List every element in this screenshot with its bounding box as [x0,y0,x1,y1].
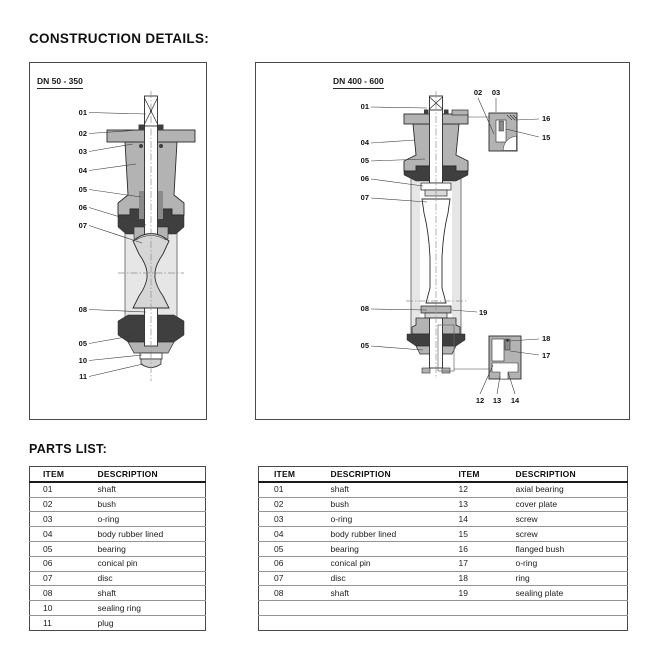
table-header [259,467,628,482]
callout-label: 01 [78,107,87,117]
callout-label: 18 [542,333,551,343]
column-header: DESCRIPTION [330,468,391,479]
description-cell: plug [97,617,114,628]
callout-label: 05 [360,155,369,165]
item-cell: 03 [274,514,284,525]
table-row [30,527,206,542]
callout-label: 10 [78,355,87,365]
column-header: DESCRIPTION [97,468,158,479]
item-cell: 08 [274,588,284,599]
description-cell: shaft [330,588,349,599]
item-cell [459,615,516,630]
table-row [259,527,628,542]
callout-label: 03 [491,87,501,97]
description-cell: o-ring [330,514,353,525]
callout-label: 14 [510,395,520,405]
item-cell: 04 [274,528,284,539]
item-cell: 15 [458,528,468,539]
header-row [30,467,206,482]
table-row [30,601,206,616]
table-row [30,586,206,601]
description-cell: body rubber lined [97,528,164,539]
description-cell [516,601,628,616]
callout-label: 07 [360,192,369,202]
item-cell: 13 [458,499,468,510]
table-row [259,615,628,630]
item-cell: 07 [274,573,284,584]
callout-label: 08 [360,303,369,313]
callout-label: 04 [78,165,87,175]
column-header: ITEM [458,468,480,479]
callout-label: 07 [78,220,87,230]
valve-body [404,91,489,379]
description-cell: screw [515,528,538,539]
item-cell: 06 [274,558,284,569]
range-label-dn400-600: DN 400 - 600 [333,76,384,89]
valve-cross-section-dn400-600 [256,63,629,419]
item-cell: 05 [274,543,284,554]
description-cell: ring [515,573,530,584]
item-cell: 04 [43,528,53,539]
item-cell: 07 [43,573,53,584]
description-cell: sealing ring [97,602,141,613]
table-row [259,601,628,616]
item-cell: 14 [458,514,468,525]
callout-label: 05 [78,184,87,194]
item-cell: 05 [43,543,53,554]
description-cell: conical pin [97,558,138,569]
bottom-inset-detail [489,336,521,379]
description-cell: flanged bush [515,543,565,554]
description-cell: o-ring [515,558,538,569]
column-header: ITEM [43,468,65,479]
table-row [30,615,206,630]
callout-label: 13 [492,395,502,405]
table-row [259,586,628,601]
item-cell: 11 [43,617,52,628]
callout-label: 03 [78,146,87,156]
parts-list-table-right [258,466,628,631]
description-cell [331,615,459,630]
item-cell: 03 [43,514,53,525]
item-cell: 10 [43,602,53,613]
callout-label: 05 [78,338,87,348]
table-header [30,467,206,482]
description-cell: body rubber lined [330,528,397,539]
item-cell: 12 [458,484,468,495]
parts-list-table-left [29,466,206,631]
description-cell: shaft [330,484,349,495]
item-cell: 18 [458,573,468,584]
table-row [30,571,206,586]
item-cell: 02 [43,499,53,510]
item-cell [459,601,516,616]
item-cell: 01 [274,484,284,495]
description-cell: shaft [97,484,116,495]
table-body [259,482,628,630]
column-header: DESCRIPTION [515,468,576,479]
description-cell [331,601,459,616]
table-row [30,497,206,512]
item-cell: 02 [274,499,284,510]
callout-label: 01 [360,101,369,111]
description-cell: sealing plate [515,588,564,599]
table-row [259,541,628,556]
callout-label: 06 [360,173,369,183]
description-cell: screw [515,514,538,525]
description-cell: axial bearing [515,484,564,495]
callout-label: 15 [542,132,551,142]
callout-label: 05 [360,340,369,350]
callout-label: 02 [473,87,483,97]
item-cell: 16 [458,543,468,554]
description-cell: disc [330,573,346,584]
callout-label: 06 [78,202,87,212]
diagram-panel-dn400-600 [255,62,630,420]
table-body [30,482,206,630]
callout-label: 04 [360,137,369,147]
column-header: ITEM [274,468,296,479]
description-cell: disc [97,573,113,584]
item-cell: 01 [43,484,53,495]
callout-label: 11 [79,371,87,381]
range-label-dn50-350: DN 50 - 350 [37,76,83,89]
diagram-panel-dn50-350 [29,62,207,420]
item-cell: 17 [458,558,468,569]
item-cell: 08 [43,588,53,599]
construction-details-title: CONSTRUCTION DETAILS: [29,31,210,46]
callout-label: 16 [542,113,551,123]
description-cell: bearing [330,543,359,554]
table-row [259,571,628,586]
table-row [30,512,206,527]
item-cell [259,615,331,630]
description-cell: cover plate [515,499,558,510]
table-row [30,482,206,497]
callout-label: 08 [78,304,87,314]
description-cell: o-ring [97,514,120,525]
table-row [259,556,628,571]
item-cell: 06 [43,558,53,569]
table-row [30,541,206,556]
callout-label: 19 [479,307,488,317]
description-cell: bush [97,499,116,510]
table-row [259,482,628,497]
valve-cross-section-dn50-350 [30,63,206,419]
parts-list-title: PARTS LIST: [29,442,108,456]
description-cell: shaft [97,588,116,599]
callout-label: 12 [475,395,485,405]
callout-label: 17 [542,350,551,360]
description-cell: bearing [97,543,126,554]
item-cell: 19 [458,588,468,599]
table-row [259,497,628,512]
header-row [259,467,628,482]
item-cell [259,601,331,616]
description-cell [516,615,628,630]
callout-label: 02 [78,128,87,138]
description-cell: bush [330,499,349,510]
table-row [259,512,628,527]
description-cell: conical pin [330,558,371,569]
table-row [30,556,206,571]
